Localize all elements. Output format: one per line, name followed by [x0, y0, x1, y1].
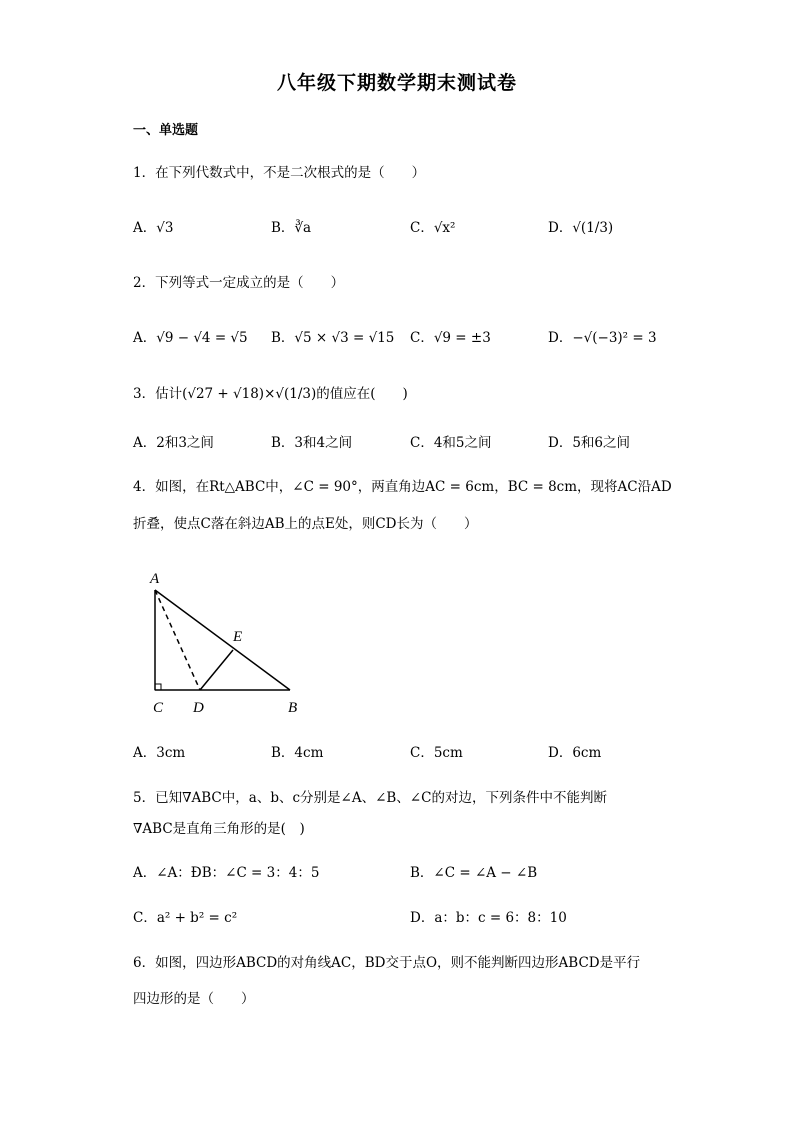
question-5-stem-line1: 5．已知∇ABC中，a、b、c分别是∠A、∠B、∠C的对边，下列条件中不能判断 — [133, 790, 607, 806]
question-6-stem-line1: 6．如图，四边形ABCD的对角线AC，BD交于点O，则不能判断四边形ABCD是平行 — [133, 955, 641, 971]
question-3-option-d: D．5和6之间 — [548, 435, 631, 451]
question-2-option-a: A．√9 − √4 = √5 — [133, 330, 248, 346]
question-1-option-a: A．√3 — [133, 220, 174, 236]
label-c: C — [153, 700, 164, 716]
question-4-option-c: C．5cm — [410, 745, 463, 761]
question-4-stem-line2: 折叠，使点C落在斜边AB上的点E处，则CD长为（ ） — [133, 516, 478, 532]
question-5-option-d: D．a：b：c = 6：8：10 — [410, 910, 567, 926]
label-e: E — [233, 629, 243, 645]
question-5-option-b: B．∠C = ∠A − ∠B — [410, 865, 538, 881]
question-4-option-a: A．3cm — [133, 745, 186, 761]
question-5-option-a: A．∠A：ÐB：∠C = 3：4：5 — [133, 865, 320, 881]
question-3-option-c: C．4和5之间 — [410, 435, 492, 451]
question-1-option-b: B．∛a — [271, 220, 312, 236]
question-3-option-b: B．3和4之间 — [271, 435, 353, 451]
question-5-stem-line2: ∇ABC是直角三角形的是( ) — [133, 821, 305, 837]
question-4-option-d: D．6cm — [548, 745, 602, 761]
question-4-option-b: B．4cm — [271, 745, 324, 761]
question-2-option-c: C．√9 = ±3 — [410, 330, 491, 346]
question-1-option-c: C．√x² — [410, 220, 456, 236]
question-1-stem: 1．在下列代数式中，不是二次根式的是（ ） — [133, 165, 426, 181]
segment-ab — [155, 590, 290, 690]
question-3-option-a: A．2和3之间 — [133, 435, 214, 451]
label-b: B — [288, 700, 298, 716]
page-title: 八年级下期数学期末测试卷 — [276, 72, 517, 94]
segment-ad-dashed — [155, 590, 200, 690]
section-heading: 一、单选题 — [133, 123, 199, 138]
right-angle-marker — [155, 684, 161, 690]
question-1-option-d: D．√(1/3) — [548, 220, 614, 236]
question-5-option-c: C．a² + b² = c² — [133, 910, 238, 926]
question-6-stem-line2: 四边形的是（ ） — [133, 991, 255, 1007]
question-2-option-b: B．√5 × √3 = √15 — [271, 330, 395, 346]
segment-de — [200, 650, 233, 690]
label-a: A — [150, 571, 160, 587]
label-d: D — [193, 700, 204, 716]
question-2-option-d: D．−√(−3)² = 3 — [548, 330, 657, 346]
question-3-stem: 3．估计(√27 + √18)×√(1/3)的值应在( ) — [133, 386, 408, 402]
question-4-stem-line1: 4．如图，在Rt△ABC中，∠C = 90°，两直角边AC = 6cm，BC = 8cm，现将AC沿AD — [133, 479, 672, 495]
question-2-stem: 2．下列等式一定成立的是（ ） — [133, 275, 345, 291]
triangle-figure — [140, 565, 320, 725]
